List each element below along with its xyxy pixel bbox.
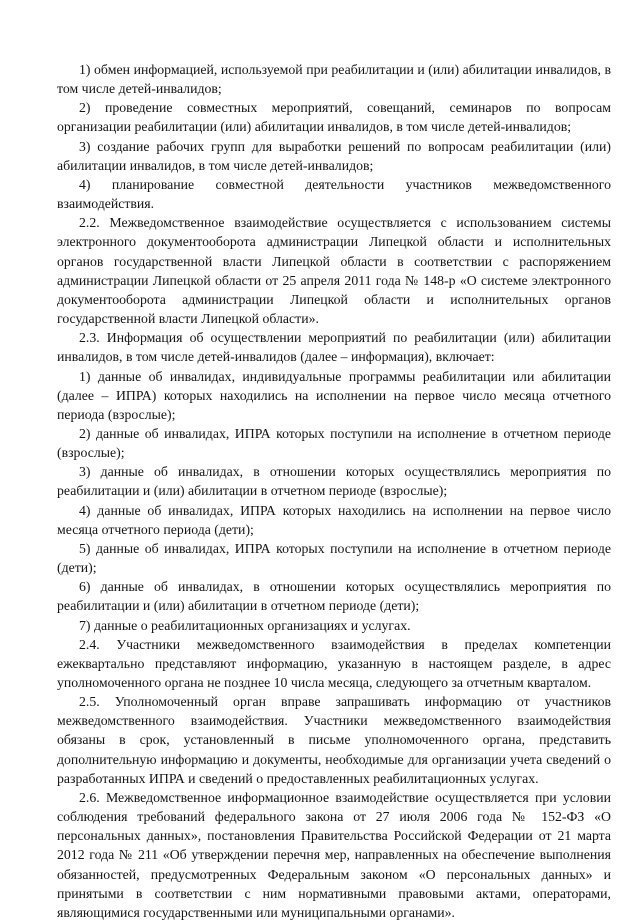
- paragraph-2-3-item-7: 7) данные о реабилитационных организациях и услугах.: [79, 617, 411, 633]
- paragraph-2-6: 2.6. Межведомственное информационное взаимодействие осуществляется при условии соблюдения требований федерального закона от 27 июля 2006 года № 152-ФЗ «О персональных данных», постановления Правительства Российской Федерации от 21 марта 2012 года № 211 «Об утверждении перечня мер, направленных на обеспечение выполнения обязанностей, предусмотренных Федеральным законом «О персональных данных» и принятыми в соответствии с ним нормативными правовыми актами, операторами, являющимися государственными или муниципальными органами».: [57, 789, 611, 920]
- paragraph-2-3-item-2: 2) данные об инвалидах, ИПРА которых поступили на исполнение в отчетном периоде (взрослые);: [57, 425, 611, 461]
- paragraph-item-4: 4) планирование совместной деятельности участников межведомственного взаимодействия.: [57, 176, 611, 212]
- paragraph-2-3-item-6: 6) данные об инвалидах, в отношении которых осуществлялись мероприятия по реабилитации и (или) абилитации в отчетном периоде (дети);: [57, 579, 611, 614]
- paragraph-2-3: 2.3. Информация об осуществлении мероприятий по реабилитации (или) абилитации инвалидов, в том числе детей-инвалидов (далее – информация), включает:: [57, 330, 611, 365]
- document-page: [57, 60, 611, 922]
- paragraph-2-3-item-3: 3) данные об инвалидах, в отношении которых осуществлялись мероприятия по реабилитации и (или) абилитации в отчетном периоде (взрослые);: [57, 464, 611, 499]
- paragraph-2-2: 2.2. Межведомственное взаимодействие осуществляется с использованием системы электронного документооборота администрации Липецкой области и исполнительных органов государственной власти Липецкой области в соответствии с распоряжением администрации Липецкой области от 25 апреля 2011 года № 148-р «О системе электронного документооборота администрации Липецкой области и исполнительных органов государственной власти Липецкой области».: [57, 215, 611, 327]
- paragraph-2-3-item-4: 4) данные об инвалидах, ИПРА которых находились на исполнении на первое число месяца отчетного периода (дети);: [57, 502, 611, 537]
- paragraph-item-1: 1) обмен информацией, используемой при реабилитации и (или) абилитации инвалидов, в том числе детей-инвалидов;: [57, 62, 611, 97]
- paragraph-2-5: 2.5. Уполномоченный орган вправе запрашивать информацию от участников межведомственного взаимодействия. Участники межведомственного взаимодействия обязаны в срок, установленный в письме уполномоченного органа, представить дополнительную информацию и документы, необходимые для организации учета сведений о разработанных ИПРА и сведений о предоставленных реабилитационных услугах.: [57, 694, 611, 786]
- paragraph-2-3-item-1: 1) данные об инвалидах, индивидуальные программы реабилитации или абилитации (далее – ИПРА) которых находились на исполнении на первое число месяца отчетного периода (взрослые);: [57, 368, 611, 422]
- paragraph-2-4: 2.4. Участники межведомственного взаимодействия в пределах компетенции ежеквартально представляют информацию, указанную в настоящем разделе, в адрес уполномоченного органа не позднее 10 числа месяца, следующего за отчетным кварталом.: [57, 636, 611, 690]
- paragraph-2-3-item-5: 5) данные об инвалидах, ИПРА которых поступили на исполнение в отчетном периоде (дети);: [57, 540, 611, 576]
- paragraph-item-3: 3) создание рабочих групп для выработки решений по вопросам реабилитации (или) абилитации инвалидов, в том числе детей-инвалидов;: [57, 138, 611, 173]
- paragraph-item-2: 2) проведение совместных мероприятий, совещаний, семинаров по вопросам организации реабилитации (или) абилитации инвалидов, в том числе детей-инвалидов;: [57, 100, 611, 135]
